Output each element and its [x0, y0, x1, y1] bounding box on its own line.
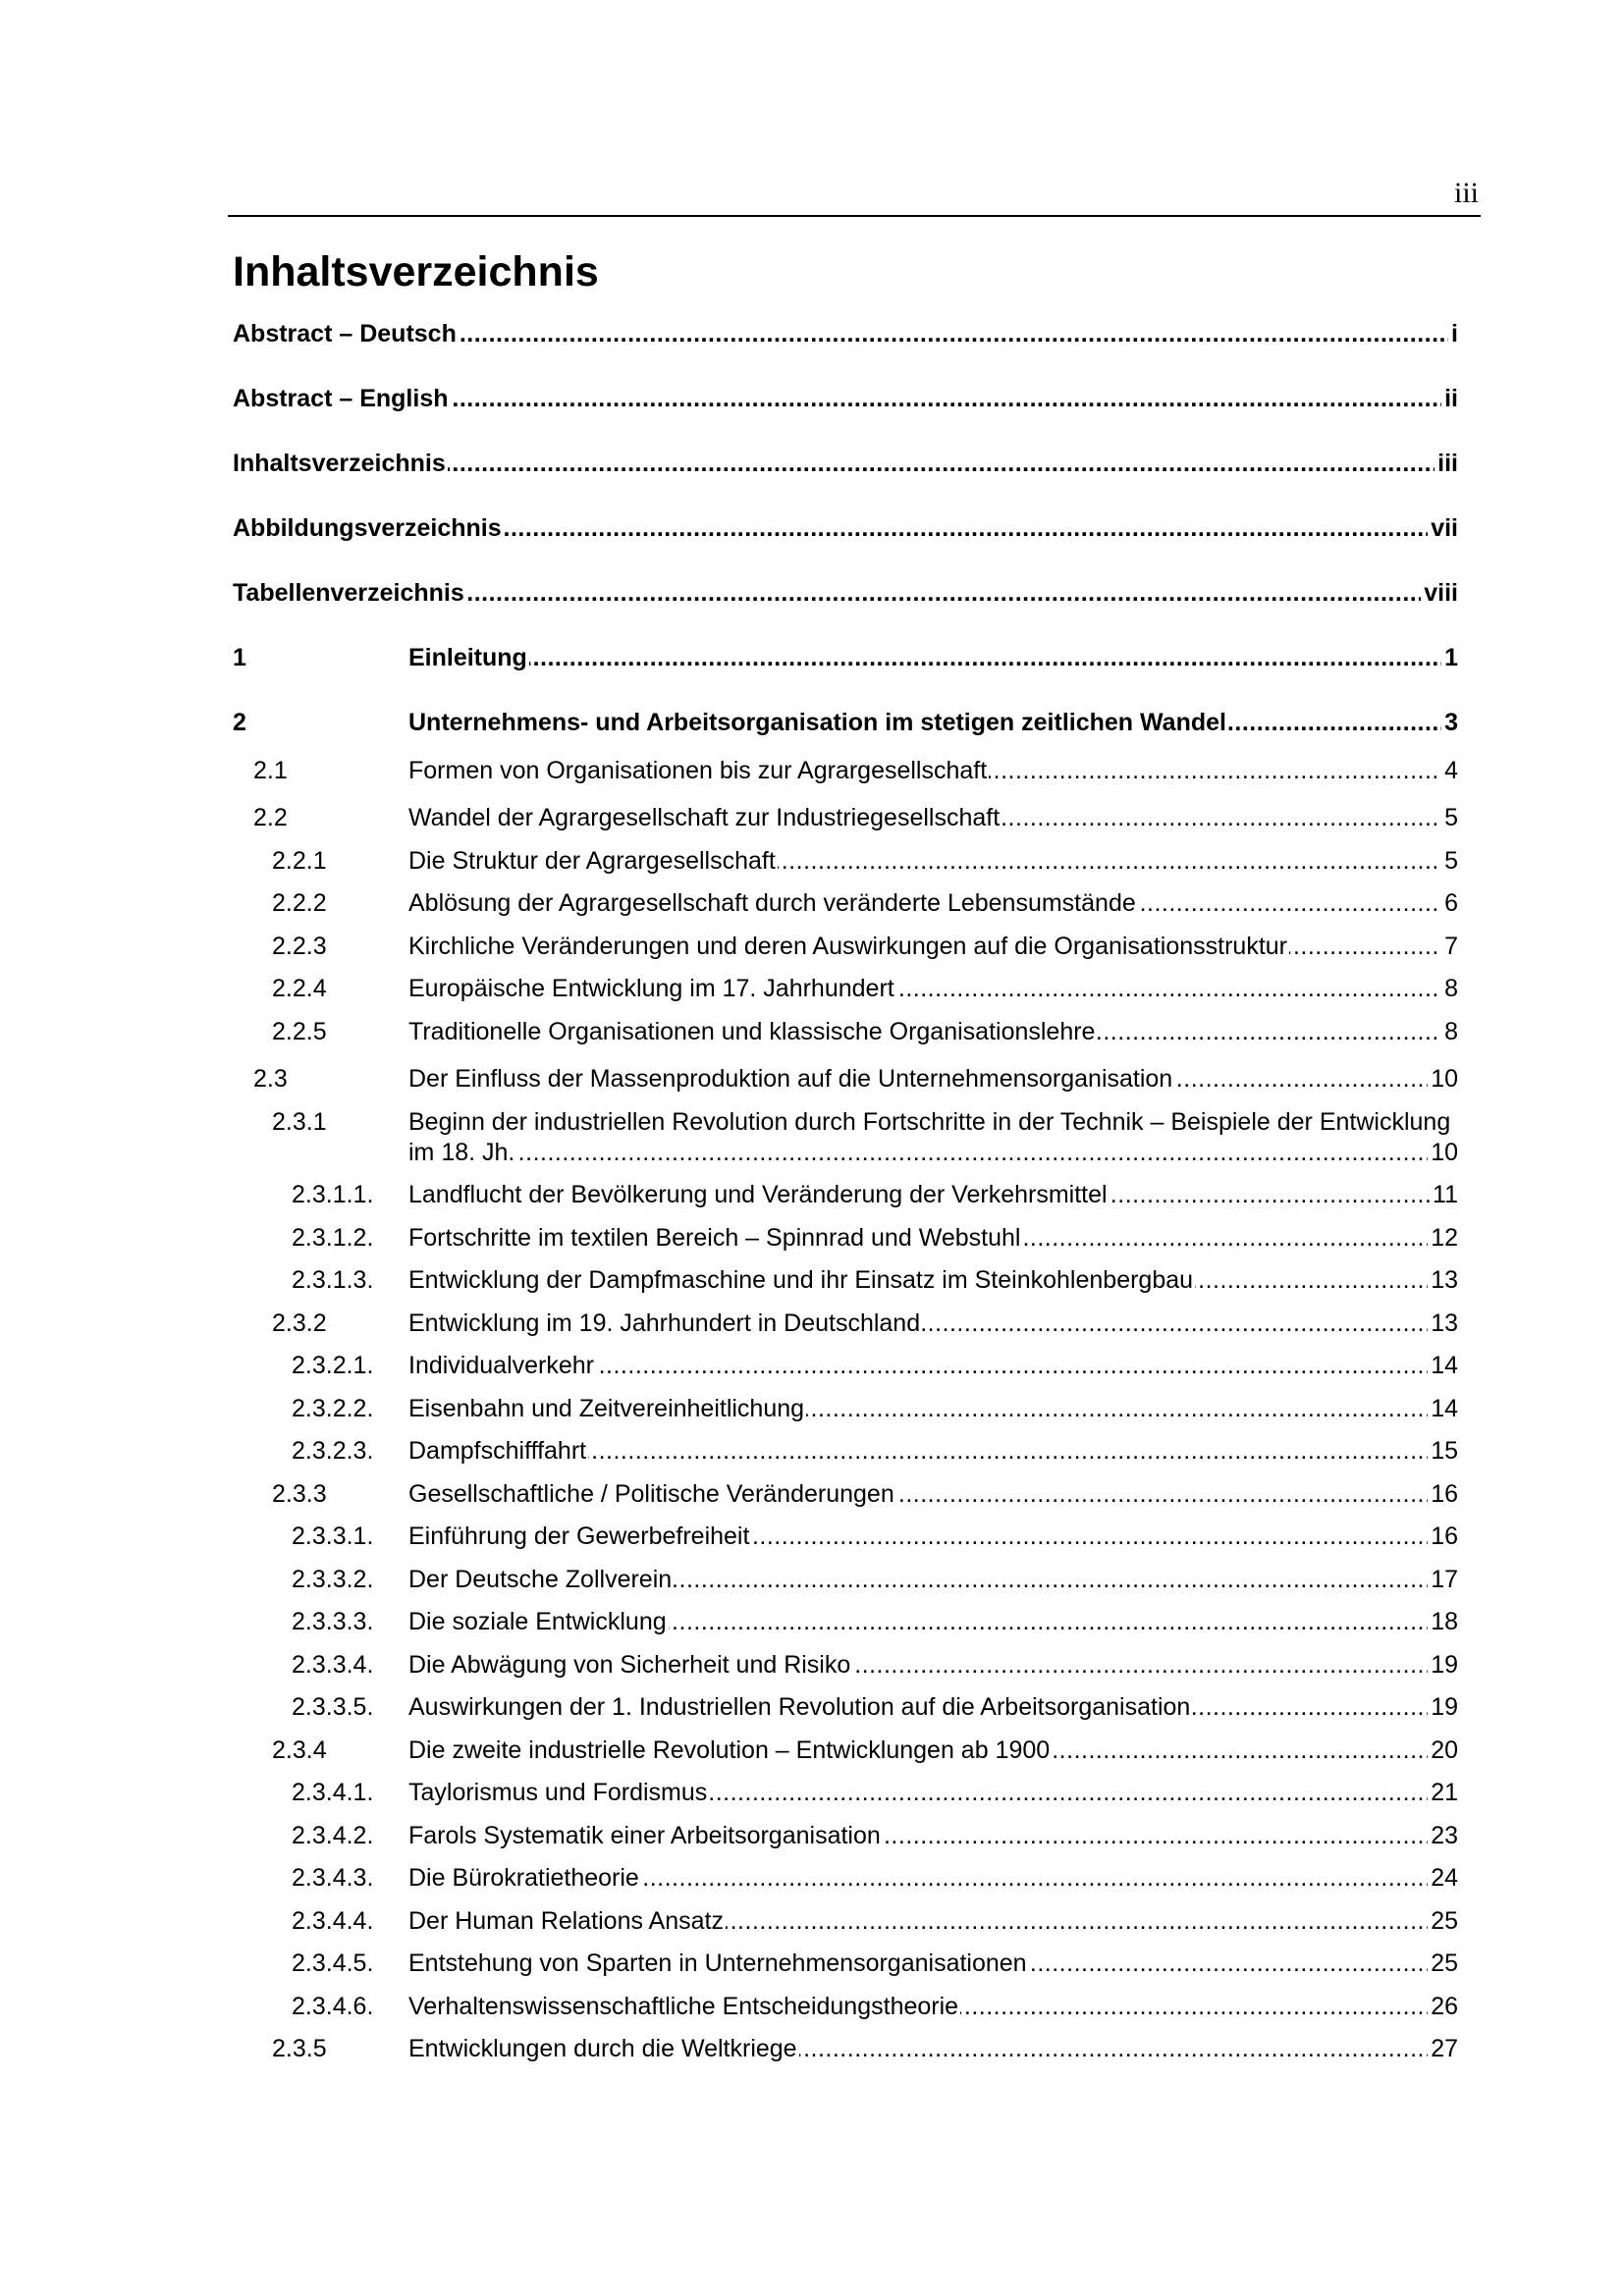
- toc-entry-page[interactable]: 7: [1441, 932, 1458, 962]
- toc-entry[interactable]: [233, 1436, 1458, 1467]
- toc-entry-text: [233, 513, 1458, 544]
- toc-entry-text: [408, 1064, 1458, 1095]
- toc-entry-number: 2.3.3.2.: [292, 1565, 374, 1593]
- toc-entry-page[interactable]: 24: [1428, 1863, 1458, 1894]
- toc-entry[interactable]: [233, 1778, 1458, 1808]
- toc-entry-number: 2.2.2: [272, 889, 327, 917]
- toc-entry-title[interactable]: Einführung der Gewerbefreiheit: [408, 1522, 750, 1550]
- toc-entry-number: 2.3.3.3.: [292, 1608, 374, 1635]
- toc-entry[interactable]: [233, 2034, 1458, 2064]
- toc-entry-number: 2.3.5: [272, 2035, 327, 2062]
- toc-entry-title[interactable]: Die Abwägung von Sicherheit und Risiko: [408, 1650, 851, 1679]
- toc-entry-text: [233, 578, 1458, 609]
- toc-entry-text: [408, 1821, 1458, 1851]
- toc-entry-page[interactable]: 27: [1428, 2034, 1458, 2064]
- toc-entry-number: 2.2.4: [272, 975, 327, 1002]
- toc-entry[interactable]: [233, 1692, 1458, 1723]
- toc-entry-text: [408, 1265, 1458, 1296]
- toc-entry[interactable]: [233, 803, 1458, 833]
- toc-entry-text: [408, 708, 1458, 738]
- toc-entry-page[interactable]: 18: [1428, 1607, 1458, 1637]
- toc-entry-title[interactable]: Eisenbahn und Zeitvereinheitlichung: [408, 1394, 805, 1422]
- toc-entry[interactable]: [233, 1479, 1458, 1510]
- toc-entry-page[interactable]: 10: [1428, 1064, 1458, 1095]
- toc-entry-page[interactable]: 14: [1428, 1394, 1458, 1424]
- toc-entry[interactable]: [233, 846, 1458, 877]
- toc-entry[interactable]: [233, 1223, 1458, 1254]
- toc-entry-text: [408, 1778, 1458, 1808]
- toc-entry[interactable]: [233, 888, 1458, 919]
- toc-entry-text: [408, 1565, 1458, 1595]
- toc-entry[interactable]: [233, 974, 1458, 1004]
- toc-entry[interactable]: [233, 1394, 1458, 1424]
- toc-entry-page[interactable]: 8: [1441, 1017, 1458, 1047]
- toc-entry-page[interactable]: 12: [1428, 1223, 1458, 1254]
- toc-entry-title[interactable]: Kirchliche Veränderungen und deren Auswirkungen auf die Organisationsstruktur: [408, 932, 1287, 960]
- toc-entry-title[interactable]: Einleitung: [408, 644, 527, 671]
- toc-entry-title[interactable]: Europäische Entwicklung im 17. Jahrhundert: [408, 975, 894, 1002]
- toc-entry-page[interactable]: i: [1448, 319, 1458, 349]
- toc-entry-title[interactable]: Wandel der Agrargesellschaft zur Industriegesellschaft: [408, 804, 1001, 831]
- toc-entry-text: [233, 449, 1458, 479]
- toc-entry-number: 2.3.4.6.: [292, 1992, 374, 2020]
- toc-entry-title[interactable]: Die Struktur der Agrargesellschaft: [408, 846, 776, 875]
- toc-entry-title[interactable]: Tabellenverzeichnis: [233, 579, 464, 607]
- toc-entry-title[interactable]: Abstract – English: [233, 385, 449, 412]
- toc-entry[interactable]: [233, 932, 1458, 962]
- toc-entry-text: [408, 1522, 1458, 1552]
- toc-entry-number: 1: [233, 644, 246, 671]
- toc-entry-text: [233, 384, 1458, 414]
- page-title: Inhaltsverzeichnis: [233, 248, 599, 295]
- toc-entry-text: [408, 1017, 1458, 1047]
- toc-entry-text: [408, 1107, 1458, 1168]
- toc-entry-text: [408, 1394, 1458, 1424]
- table-of-contents: [233, 319, 1458, 2064]
- toc-entry-page[interactable]: 21: [1428, 1778, 1458, 1808]
- toc-entry-page[interactable]: 25: [1428, 1906, 1458, 1937]
- toc-entry-title[interactable]: Die Bürokratietheorie: [408, 1864, 639, 1892]
- toc-entry-title[interactable]: Entwicklung der Dampfmaschine und ihr Einsatz im Steinkohlenbergbau: [408, 1266, 1194, 1294]
- toc-entry[interactable]: [233, 319, 1458, 349]
- toc-entry-title[interactable]: Traditionelle Organisationen und klassische Organisationslehre: [408, 1017, 1096, 1045]
- toc-entry-number: 2.3.1.1.: [292, 1181, 374, 1208]
- toc-entry[interactable]: [233, 384, 1458, 414]
- toc-entry[interactable]: [233, 1522, 1458, 1552]
- toc-entry-number: 2.2.5: [272, 1017, 327, 1045]
- toc-entry[interactable]: [233, 756, 1458, 786]
- toc-entry-title[interactable]: Fortschritte im textilen Bereich – Spinnrad und Webstuhl: [408, 1223, 1021, 1252]
- toc-entry-number: 2.3.3.4.: [292, 1650, 374, 1679]
- toc-entry-title[interactable]: Landflucht der Bevölkerung und Veränderung der Verkehrsmittel: [408, 1181, 1108, 1208]
- toc-entry-title[interactable]: Individualverkehr: [408, 1352, 594, 1379]
- toc-entry-text: [408, 1223, 1458, 1254]
- toc-entry-page[interactable]: 17: [1428, 1565, 1458, 1595]
- toc-entry[interactable]: [233, 1650, 1458, 1681]
- toc-entry-title[interactable]: Abbildungsverzeichnis: [233, 514, 502, 542]
- toc-entry-number: 2.3.2.3.: [292, 1437, 374, 1465]
- toc-entry-page[interactable]: 13: [1428, 1308, 1458, 1339]
- toc-entry-page[interactable]: 15: [1428, 1436, 1458, 1467]
- toc-entry-number: 2.3.4.3.: [292, 1864, 374, 1892]
- toc-entry-title[interactable]: Dampfschifffahrt: [408, 1437, 587, 1465]
- toc-entry[interactable]: [233, 1607, 1458, 1637]
- toc-entry-number: 2.3.2.2.: [292, 1394, 374, 1422]
- toc-entry-title[interactable]: Inhaltsverzeichnis: [233, 450, 446, 477]
- toc-entry[interactable]: [233, 708, 1458, 738]
- toc-entry-page[interactable]: 19: [1428, 1692, 1458, 1723]
- toc-entry[interactable]: [233, 1265, 1458, 1296]
- toc-entry-text: [408, 1180, 1458, 1210]
- toc-entry-page[interactable]: vii: [1428, 513, 1458, 544]
- toc-entry[interactable]: [233, 578, 1458, 609]
- toc-entry[interactable]: [233, 1949, 1458, 1979]
- toc-entry-title[interactable]: Die soziale Entwicklung: [408, 1608, 667, 1635]
- toc-entry-page[interactable]: 16: [1428, 1522, 1458, 1552]
- toc-entry-number: 2.2.1: [272, 846, 327, 875]
- toc-entry-title[interactable]: Entwicklungen durch die Weltkriege: [408, 2035, 797, 2062]
- toc-entry[interactable]: [233, 1308, 1458, 1339]
- toc-entry-title[interactable]: Der Einfluss der Massenproduktion auf die Unternehmensorganisation: [408, 1065, 1173, 1093]
- toc-entry-text: [408, 974, 1458, 1004]
- toc-entry-text: [408, 803, 1458, 833]
- toc-entry-text: [408, 1308, 1458, 1339]
- toc-entry-title[interactable]: Gesellschaftliche / Politische Veränderungen: [408, 1479, 894, 1508]
- toc-entry-title[interactable]: Farols Systematik einer Arbeitsorganisation: [408, 1821, 881, 1849]
- toc-entry-page[interactable]: 20: [1428, 1735, 1458, 1766]
- toc-entry[interactable]: [233, 1180, 1458, 1210]
- toc-entry-page[interactable]: 19: [1428, 1650, 1458, 1681]
- toc-entry-title[interactable]: Entstehung von Sparten in Unternehmensorganisationen: [408, 1949, 1027, 1977]
- toc-entry-title[interactable]: Auswirkungen der 1. Industriellen Revolution auf die Arbeitsorganisation: [408, 1693, 1191, 1721]
- toc-entry-number: 2.3.4.4.: [292, 1906, 374, 1935]
- toc-entry[interactable]: [233, 1351, 1458, 1381]
- toc-entry-number: 2.1: [253, 756, 288, 784]
- toc-entry[interactable]: [233, 513, 1458, 544]
- toc-entry-title[interactable]: Taylorismus und Fordismus: [408, 1779, 708, 1806]
- toc-entry-number: 2.3.3.5.: [292, 1693, 374, 1721]
- toc-entry[interactable]: [233, 1064, 1458, 1095]
- toc-entry-text: [408, 1607, 1458, 1637]
- toc-entry[interactable]: [233, 1017, 1458, 1047]
- toc-entry-page[interactable]: 1: [1441, 643, 1458, 673]
- toc-entry-text: [408, 643, 1458, 673]
- toc-entry-title[interactable]: Abstract – Deutsch: [233, 320, 457, 347]
- toc-entry-page[interactable]: 13: [1428, 1265, 1458, 1296]
- toc-entry-text: [408, 2034, 1458, 2064]
- toc-entry-text: [408, 1949, 1458, 1979]
- toc-entry-number: 2.3.2: [272, 1308, 327, 1337]
- toc-entry-title[interactable]: Verhaltenswissenschaftliche Entscheidungstheorie: [408, 1992, 959, 2020]
- toc-entry-number: 2.3.3: [272, 1479, 327, 1508]
- toc-entry-text: [408, 1479, 1458, 1510]
- toc-entry-text: [408, 1735, 1458, 1766]
- toc-entry-text: [233, 319, 1458, 349]
- toc-entry-title[interactable]: Beginn der industriellen Revolution durch Fortschritte in der Technik – Beispiele der Entwicklung im 18. Jh.: [408, 1107, 1451, 1166]
- toc-entry[interactable]: [233, 1735, 1458, 1766]
- page-number: iii: [1453, 177, 1479, 209]
- toc-entry-text: [408, 756, 1458, 786]
- toc-entry[interactable]: [233, 1107, 1458, 1168]
- toc-entry-page[interactable]: 4: [1441, 756, 1458, 786]
- toc-entry-page[interactable]: 5: [1441, 846, 1458, 877]
- toc-entry-page[interactable]: iii: [1435, 449, 1458, 479]
- toc-entry-text: [408, 888, 1458, 919]
- toc-entry-text: [408, 932, 1458, 962]
- toc-entry-page[interactable]: ii: [1441, 384, 1458, 414]
- toc-entry-title[interactable]: Unternehmens- und Arbeitsorganisation im stetigen zeitlichen Wandel: [408, 709, 1226, 736]
- toc-entry-number: 2.3.2.1.: [292, 1352, 374, 1379]
- toc-entry-text: [408, 1650, 1458, 1681]
- toc-entry[interactable]: [233, 643, 1458, 673]
- toc-entry-text: [408, 846, 1458, 877]
- toc-entry[interactable]: [233, 1906, 1458, 1937]
- toc-entry-text: [408, 1351, 1458, 1381]
- toc-entry-number: 2.2: [253, 804, 288, 831]
- toc-entry-page[interactable]: 26: [1428, 1992, 1458, 2022]
- toc-entry-number: 2.3: [253, 1065, 288, 1093]
- toc-entry-page[interactable]: 6: [1441, 888, 1458, 919]
- toc-entry[interactable]: [233, 1992, 1458, 2022]
- toc-entry-number: 2.3.4.2.: [292, 1821, 374, 1849]
- toc-entry-text: [408, 1863, 1458, 1894]
- toc-entry-number: 2.3.4.5.: [292, 1949, 374, 1977]
- toc-entry-title[interactable]: Entwicklung im 19. Jahrhundert in Deutschland: [408, 1308, 921, 1337]
- toc-entry-number: 2.3.4: [272, 1735, 327, 1764]
- toc-entry-number: 2.3.1: [272, 1107, 327, 1136]
- toc-entry-page[interactable]: 8: [1441, 974, 1458, 1004]
- toc-entry-number: 2.3.4.1.: [292, 1779, 374, 1806]
- toc-entry-title[interactable]: Der Human Relations Ansatz: [408, 1906, 724, 1935]
- toc-entry-text: [408, 1906, 1458, 1937]
- toc-entry-page[interactable]: 11: [1430, 1180, 1458, 1210]
- toc-entry-number: 2.3.1.3.: [292, 1266, 374, 1294]
- toc-entry-title[interactable]: Ablösung der Agrargesellschaft durch veränderte Lebensumstände: [408, 889, 1136, 917]
- toc-entry-page[interactable]: 14: [1428, 1351, 1458, 1381]
- toc-entry-number: 2.2.3: [272, 932, 327, 960]
- toc-entry-text: [408, 1992, 1458, 2022]
- toc-entry[interactable]: [233, 1821, 1458, 1851]
- toc-entry-page[interactable]: 3: [1441, 708, 1458, 738]
- toc-entry-text: [408, 1692, 1458, 1723]
- header-rule: [228, 215, 1481, 217]
- toc-entry[interactable]: [233, 1863, 1458, 1894]
- toc-entry-number: 2: [233, 709, 246, 736]
- toc-entry-page[interactable]: 5: [1441, 803, 1458, 833]
- toc-entry-page[interactable]: 23: [1428, 1821, 1458, 1851]
- toc-entry-title[interactable]: Die zweite industrielle Revolution – Entwicklungen ab 1900: [408, 1735, 1051, 1764]
- toc-entry-title[interactable]: Der Deutsche Zollverein: [408, 1565, 673, 1593]
- toc-entry-text: [408, 1436, 1458, 1467]
- toc-entry-page[interactable]: viii: [1421, 578, 1458, 609]
- toc-entry-page[interactable]: 25: [1428, 1949, 1458, 1979]
- toc-entry-page[interactable]: 16: [1428, 1479, 1458, 1510]
- toc-entry-page[interactable]: 10: [1428, 1138, 1458, 1168]
- toc-entry[interactable]: [233, 1565, 1458, 1595]
- toc-entry-title[interactable]: Formen von Organisationen bis zur Agrargesellschaft: [408, 756, 988, 784]
- toc-entry[interactable]: [233, 449, 1458, 479]
- toc-entry-number: 2.3.3.1.: [292, 1522, 374, 1550]
- toc-entry-number: 2.3.1.2.: [292, 1223, 374, 1252]
